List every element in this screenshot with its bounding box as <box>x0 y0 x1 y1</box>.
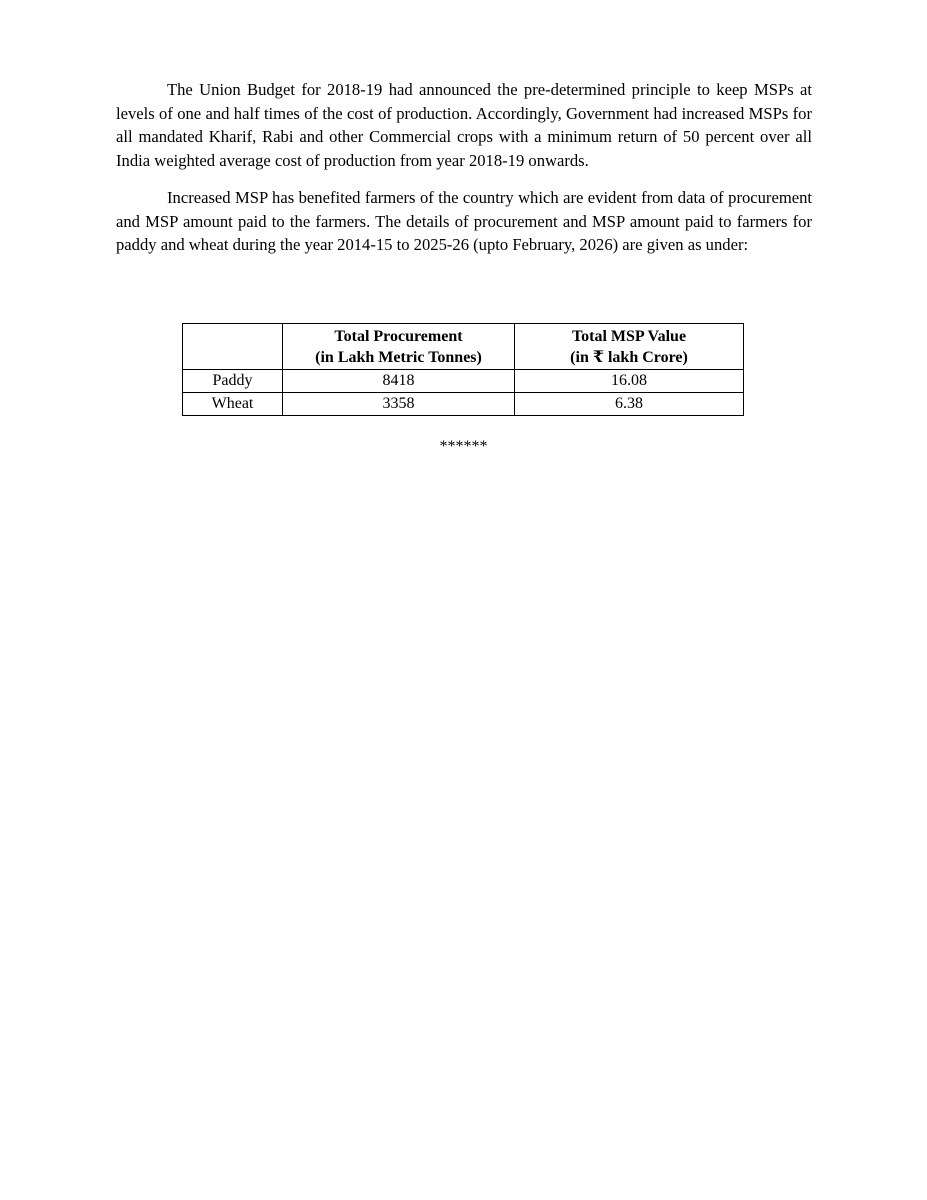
table-cell-msp-value: 16.08 <box>515 370 744 393</box>
table-cell-crop: Wheat <box>183 393 283 416</box>
table-cell-procurement: 8418 <box>283 370 515 393</box>
table-header-row <box>183 324 744 370</box>
paragraph-msp-principle: The Union Budget for 2018-19 had announced the pre-determined principle to keep MSPs at levels of one and half times of the cost of production. Accordingly, Government had increased MSPs for all mandated Kharif, Rabi and other Commercial crops with a minimum return of 50 percent over all India weighted average cost of production from year 2018-19 onwards. <box>116 80 812 170</box>
table-row <box>183 370 744 393</box>
table-cell-msp-value: 6.38 <box>515 393 744 416</box>
header-procurement-unit: (in Lakh Metric Tonnes) <box>315 348 482 366</box>
table-header-crop <box>183 324 283 370</box>
header-msp-title: Total MSP Value <box>571 327 687 345</box>
table-header-total-procurement <box>283 324 515 370</box>
table-header-total-msp-value <box>515 324 744 370</box>
document-body <box>116 78 812 257</box>
table-row <box>183 393 744 416</box>
end-of-document-marker: ****** <box>439 438 488 455</box>
header-msp-unit: (in ₹ lakh Crore) <box>570 348 688 366</box>
procurement-table <box>182 323 744 416</box>
paragraph-msp-benefit: Increased MSP has benefited farmers of the country which are evident from data of procurement and MSP amount paid to the farmers. The details of procurement and MSP amount paid to farmers for paddy and wheat during the year 2014-15 to 2025-26 (upto February, 2026) are given as under: <box>116 188 812 254</box>
procurement-table-container <box>182 323 744 416</box>
header-procurement-title: Total Procurement <box>334 327 463 345</box>
table-cell-crop: Paddy <box>183 370 283 393</box>
table-cell-procurement: 3358 <box>283 393 515 416</box>
